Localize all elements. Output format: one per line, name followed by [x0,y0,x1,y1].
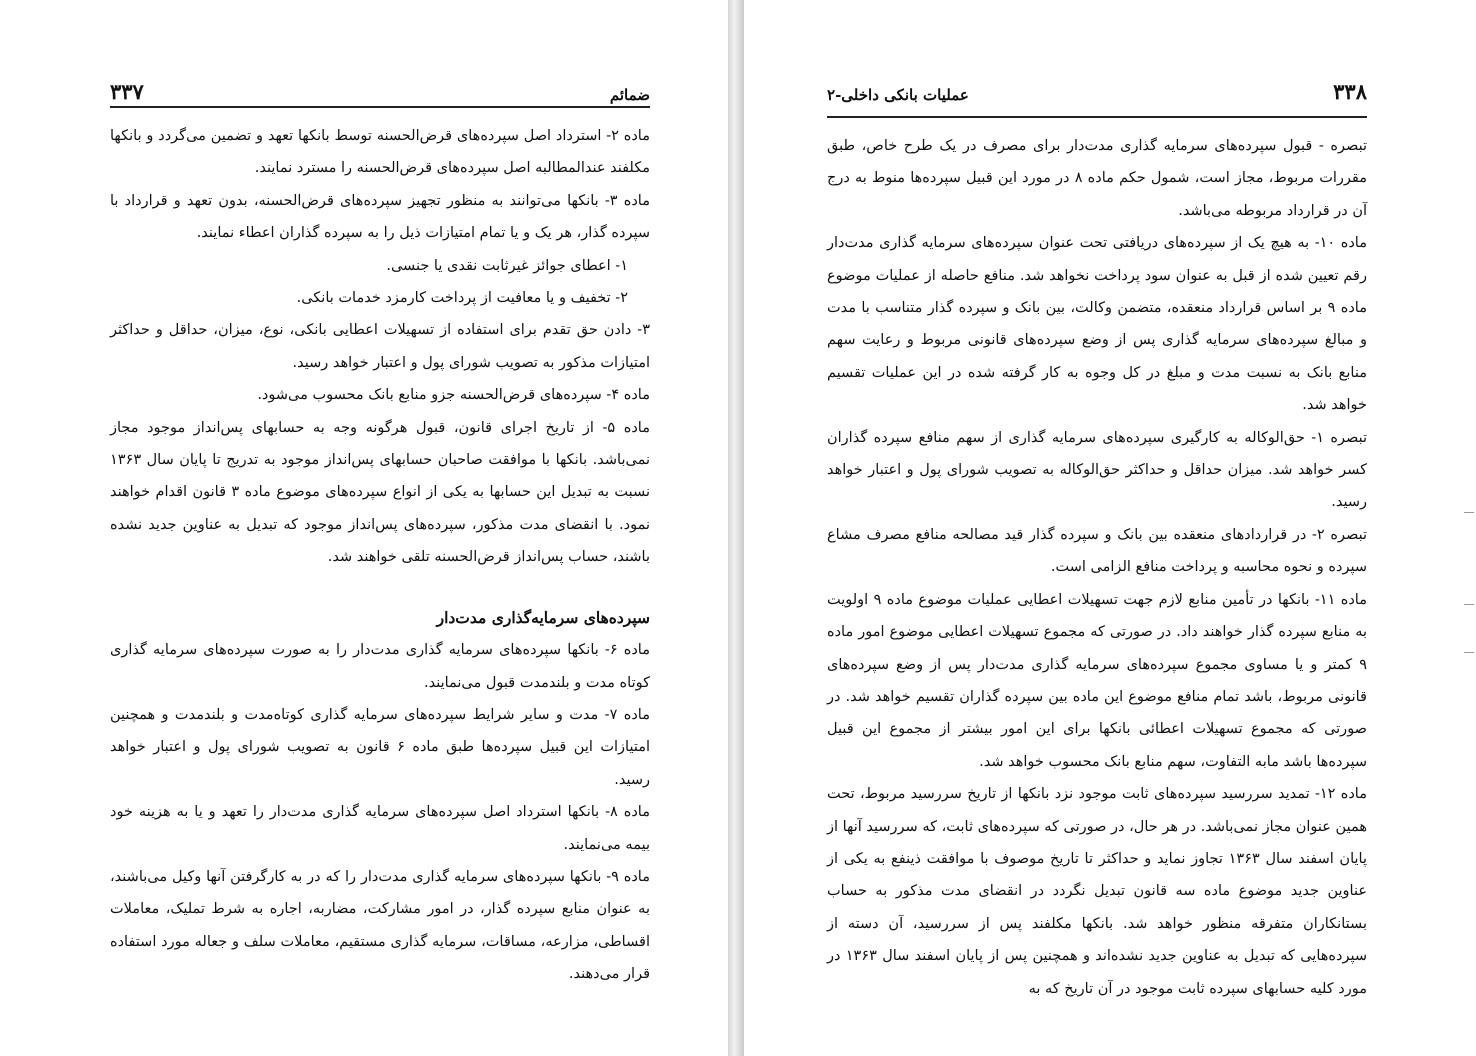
scan-artifact [1464,512,1474,513]
book-gutter [728,0,744,1056]
paragraph: ماده ۵- از تاریخ اجرای قانون، قبول هرگونه وجه به حسابهای پس‌انداز موجود مجاز نمی‌باشد. بانکها با موافقت صاحبان حسابهای پس‌انداز موجود به تدریج تا پایان سال ۱۳۶۳ نسبت به تبدیل این حسابها به یکی از انواع سپرده‌های موضوع ماده ۳ قانون اقدام خواهند نمود. با انقضای مدت مذکور، سپرده‌های پس‌انداز موجود که تبدیل به عناوین جدید نشده باشند، حساب پس‌انداز قرض‌الحسنه تلقی خواهند شد. [110,419,650,566]
right-page-body [827,130,1367,1005]
paragraph: تبصره ۲- در قراردادهای منعقده بین بانک و سپرده گذار قید مصالحه منافع مصرف مشاع سپرده و نحوه محاسبه و پرداخت منافع الزامی است. [827,526,1367,576]
paragraph: ماده ۱۲- تمدید سررسید سپرده‌های ثابت موجود نزد بانکها از تاریخ سررسید مربوط، تحت همین عنوان مجاز نمی‌باشد. در هر حال، در صورتی که سپرده‌های ثابت، که سررسید آنها از پایان اسفند سال ۱۳۶۳ تجاوز نماید و حداکثر تا تاریخ موصوف با موافقت ذینفع به یکی از عناوین جدید موضوع ماده سه قانون تبدیل نگردد در انقضای مدت مذکور به حساب بستانکاران متفرقه منظور خواهد شد. بانکها مکلفند پس از سررسید، آن دسته از سپرده‌هایی که تبدیل به عناوین جدید نشده‌اند و همچنین پس از پایان اسفند سال ۱۳۶۳ در مورد کلیه حسابهای سپرده ثابت موجود در آن تاریخ که به [827,786,1367,997]
left-page-body [110,120,650,991]
left-page-header [110,78,650,104]
scan-artifact [1464,604,1474,605]
header-rule [110,106,650,108]
page-number: ۳۳۷ [110,79,144,104]
paragraph: ماده ۸- بانکها استرداد اصل سپرده‌های سرمایه گذاری مدت‌دار را تعهد و یا به هزینه خود بیمه می‌نمایند. [110,804,650,853]
running-title: عملیات بانکی داخلی-۲ [827,86,969,104]
paragraph: ماده ۲- استرداد اصل سپرده‌های قرض‌الحسنه توسط بانکها تعهد و تضمین می‌گردد و بانکها مکلفند عندالمطالبه اصل سپرده‌های قرض‌الحسنه را مسترد نمایند. [110,128,650,177]
paragraph: ماده ۱۰- به هیچ یک از سپرده‌های دریافتی تحت عنوان سپرده‌های سرمایه گذاری مدت‌دار رقم تعیین شده از قبل به عنوان سود پرداخت نخواهد شد. منافع حاصله از عملیات موضوع ماده ۹ بر اساس قرارداد منعقده، متضمن وکالت، بین بانک و سپرده گذار متناسب با مدت و مبالغ سپرده‌های سرمایه گذاری پس از وضع سپرده‌های قانونی مربوط و رعایت سهم منابع بانک به نسبت مدت و مبلغ در کل وجوه به کار گرفته شده در این عملیات تقسیم خواهد شد. [827,235,1367,414]
list-item: ۱- اعطای جوائز غیرثابت نقدی یا جنسی. [386,257,628,274]
scan-artifact [1464,652,1474,653]
paragraph: ماده ۹- بانکها سپرده‌های سرمایه گذاری مدت‌دار را که در به کارگرفتن آنها وکیل می‌باشند، به عنوان منابع سپرده گذار، در امور مشارکت، مضاربه، اجاره به شرط تملیک، معاملات اقساطی، مزارعه، مساقات، سرمایه گذاری مستقیم، معاملات سلف و جعاله مورد استفاده قرار می‌دهند. [110,868,650,983]
running-title: ضمائم [609,86,650,104]
paragraph: ماده ۱۱- بانکها در تأمین منابع لازم جهت تسهیلات اعطایی عملیات موضوع ماده ۹ اولویت به منابع سپرده گذار خواهند داد. در صورتی که مجموع تسهیلات اعطایی موضوع امور ماده ۹ کمتر و یا مساوی مجموع سپرده‌های سرمایه گذاری مدت‌دار پس از وضع سپرده‌های قانونی مربوط، باشد تمام منافع موضوع این ماده بین سپرده گذاران تقسیم خواهد شد. در صورتی که مجموع تسهیلات اعطائی بانکها برای این امور بیشتر از مجموع این قبیل سپرده‌ها باشد مابه التفاوت، سهم منابع بانک محسوب خواهد شد. [827,591,1367,770]
paragraph: ماده ۷- مدت و سایر شرایط سپرده‌های سرمایه گذاری کوتاه‌مدت و بلندمدت و همچنین امتیازات این قبیل سپرده‌ها طبق ماده ۶ قانون به تصویب شورای پول و اعتبار خواهد رسید. [110,706,650,788]
paragraph: ماده ۳- بانکها می‌توانند به منظور تجهیز سپرده‌های قرض‌الحسنه، بدون تعهد و قرارداد با سپرده گذار، هر یک و یا تمام امتیازات ذیل را به سپرده گذاران اعطاء نمایند. [110,192,650,242]
right-page-header [827,78,1367,104]
page-number: ۳۳۸ [1333,79,1367,104]
paragraph: تبصره - قبول سپرده‌های سرمایه گذاری مدت‌دار برای مصرف در یک طرح خاص، طبق مقررات مربوط، مجاز است، شمول حکم ماده ۸ در مورد این قبیل سپرده‌ها منوط به درج آن در قرارداد مربوطه می‌باشد. [827,138,1367,219]
paragraph: تبصره ۱- حق‌الوکاله به کارگیری سپرده‌های سرمایه گذاری از سهم منافع سپرده گذاران کسر خواهد شد. میزان حداقل و حداکثر حق‌الوکاله به تصویب شورای پول و اعتبار خواهد رسید. [827,429,1367,511]
paragraph: ماده ۴- سپرده‌های قرض‌الحسنه جزو منابع بانک محسوب می‌شود. [257,387,650,404]
paragraph: ۳- دادن حق تقدم برای استفاده از تسهیلات اعطایی بانکی، نوع، میزان، حداقل و حداکثر امتیازات مذکور به تصویب شورای پول و اعتبار خواهد رسید. [110,322,650,371]
section-heading: سپرده‌های سرمایه‌گذاری مدت‌دار [436,607,650,627]
left-page [0,0,728,1056]
list-item: ۲- تخفیف و یا معافیت از پرداخت کارمزد خدمات بانکی. [296,290,628,307]
header-rule [827,116,1367,118]
paragraph: ماده ۶- بانکها سپرده‌های سرمایه گذاری مدت‌دار را به صورت سپرده‌های سرمایه گذاری کوتاه مدت و بلندمدت قبول می‌نمایند. [110,642,650,691]
right-page [744,0,1476,1056]
